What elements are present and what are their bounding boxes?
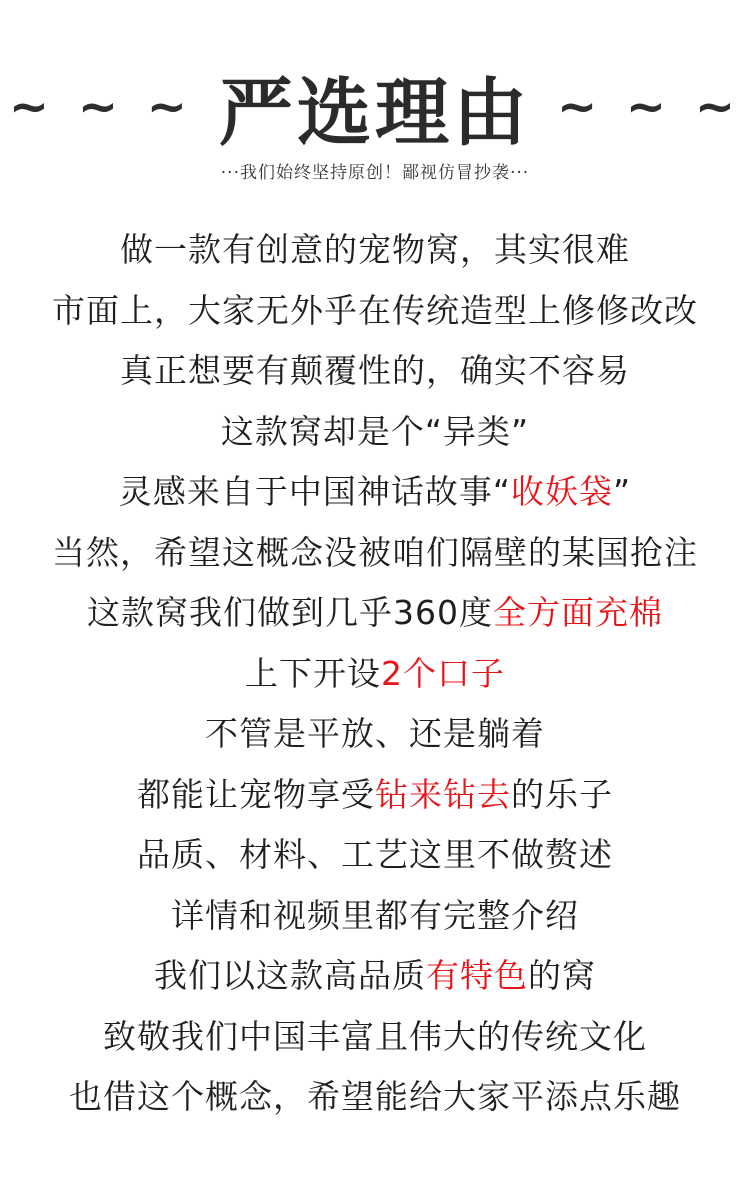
text-line	[0, 1067, 750, 1128]
line-text: 我们以这款高品质	[154, 956, 426, 995]
line-text: 上下开设	[245, 653, 381, 693]
highlight-text: 钻来钻去	[375, 774, 511, 814]
text-line	[0, 946, 750, 1007]
page-subtitle: ···我们始终坚持原创！鄙视仿冒抄袭···	[220, 163, 530, 183]
text-line	[0, 886, 750, 947]
text-line	[0, 462, 750, 523]
line-text: 市面上，大家无外乎在传统造型上修修改改	[52, 290, 698, 330]
tilde-decoration-left: ~ ~ ~	[8, 79, 193, 135]
line-text: 这款窝我们做到几乎360度	[87, 593, 493, 632]
highlight-text: 2个口子	[381, 653, 505, 693]
tilde-decoration-right: ~ ~ ~	[557, 79, 742, 135]
line-text: 都能让宠物享受	[137, 774, 375, 814]
line-text: 这款窝却是个“异类”	[220, 411, 530, 451]
reason-text-block	[0, 220, 750, 1128]
line-text: ”	[613, 472, 632, 511]
text-line	[0, 704, 750, 765]
line-text: 做一款有创意的宠物窝，其实很难	[120, 230, 630, 269]
text-line	[0, 523, 750, 584]
text-line	[0, 765, 750, 826]
line-text: 真正想要有颠覆性的，确实不容易	[120, 351, 630, 390]
highlight-text: 有特色	[426, 956, 528, 995]
line-text: 也借这个概念，希望能给大家平添点乐趣	[69, 1077, 681, 1116]
line-text: 的乐子	[511, 774, 613, 814]
line-text: 当然，希望这概念没被咱们隔壁的某国抢注	[52, 532, 698, 572]
line-text: 不管是平放、还是躺着	[205, 714, 545, 753]
title-row	[0, 62, 750, 156]
text-line	[0, 1007, 750, 1068]
line-text: 致敬我们中国丰富且伟大的传统文化	[103, 1016, 647, 1056]
text-line	[0, 341, 750, 402]
line-text: 灵感来自于中国神话故事“	[118, 472, 511, 511]
text-line	[0, 583, 750, 644]
line-text: 品质、材料、工艺这里不做赘述	[137, 835, 613, 874]
text-line	[0, 220, 750, 281]
text-line	[0, 281, 750, 342]
line-text: 详情和视频里都有完整介绍	[171, 895, 579, 935]
highlight-text: 收妖袋	[511, 472, 613, 511]
line-text: 的窝	[528, 956, 596, 995]
page-title: 严选理由	[219, 70, 531, 156]
text-line	[0, 402, 750, 463]
text-line	[0, 644, 750, 705]
text-line	[0, 825, 750, 886]
highlight-text: 全方面充棉	[493, 593, 663, 632]
